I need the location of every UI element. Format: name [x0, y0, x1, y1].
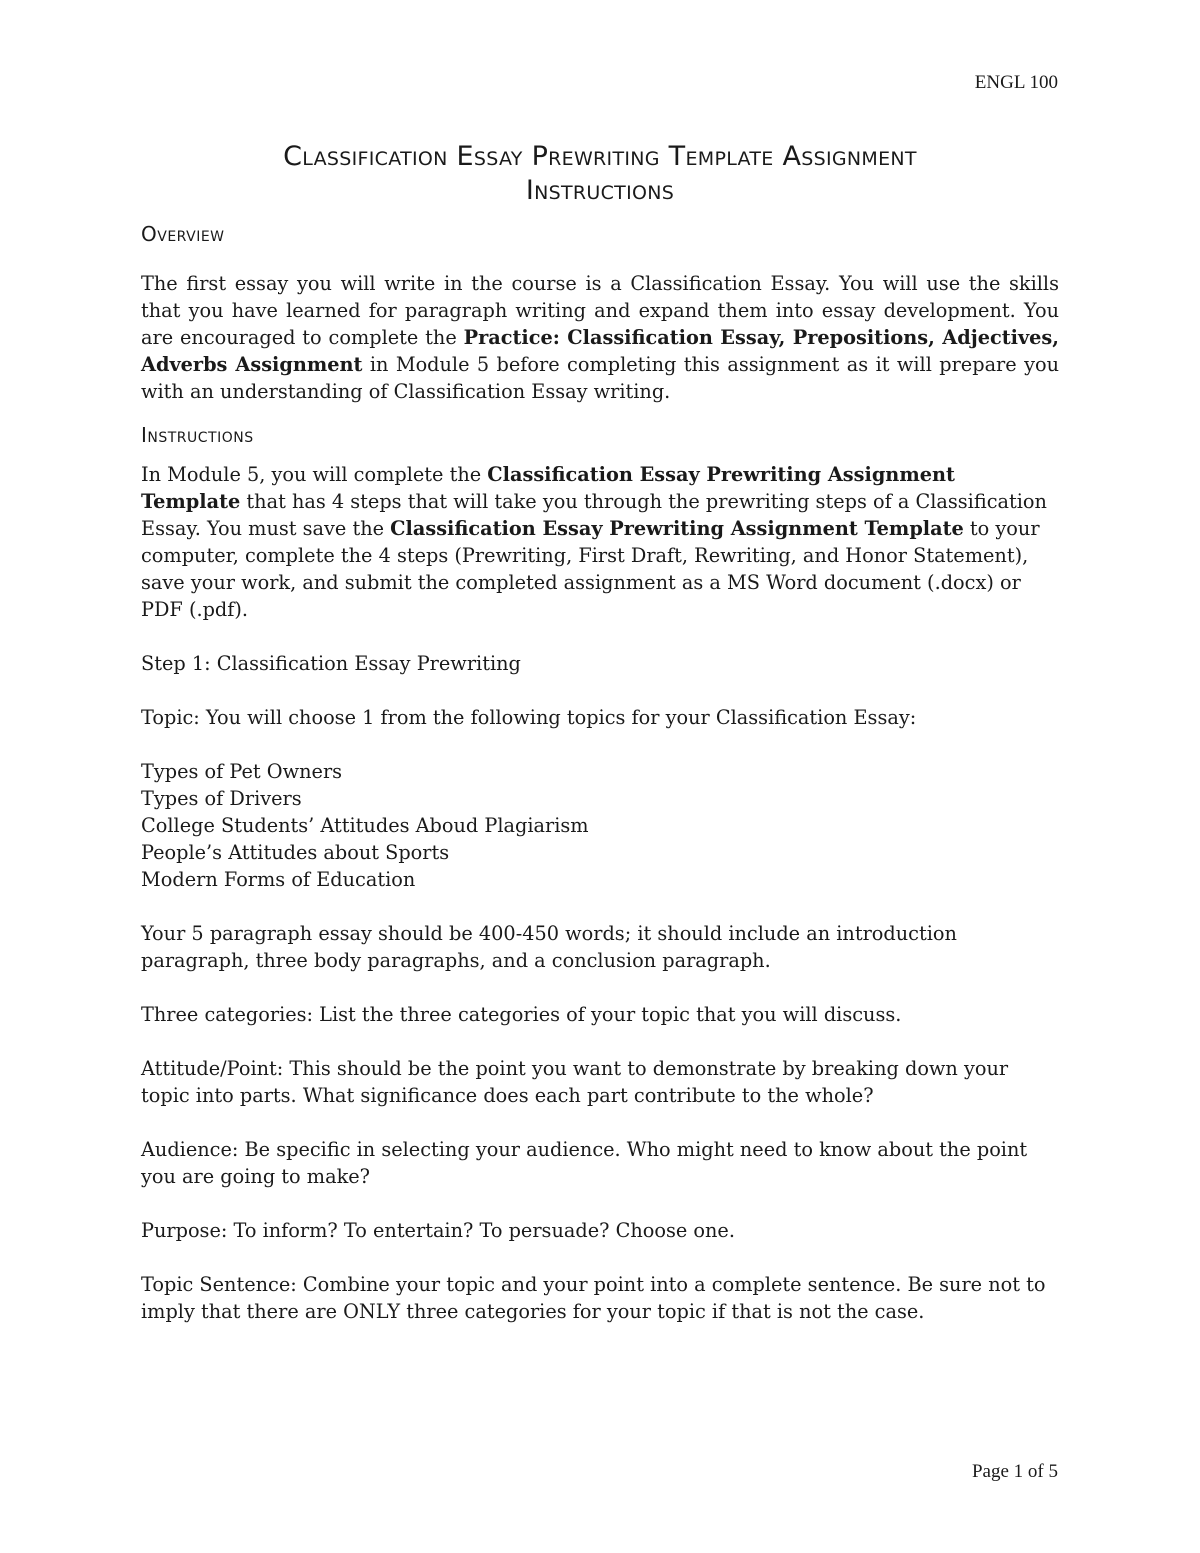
- topic-list: [141, 758, 1059, 893]
- page-number: Page 1 of 5: [971, 1461, 1058, 1482]
- step-1-label: Step 1: Classification Essay Prewriting: [141, 652, 521, 675]
- instructions-bold-template-2: Classification Essay Prewriting Assignment Template: [390, 517, 964, 540]
- instructions-bold-template-1: Classification Essay Prewriting Assignment Template: [141, 463, 955, 513]
- instructions-paragraph: [141, 461, 1059, 623]
- overview-heading: Overview: [141, 222, 225, 246]
- overview-text-1: The first essay you will write in the course is a Classification Essay. You will use the skills that you have learned for paragraph writing and expand them into essay development. You are encouraged to complete the: [141, 272, 1059, 349]
- instructions-text-3: to your computer, complete the 4 steps (Prewriting, First Draft, Rewriting, and Honor Statement), save your work, and submit the completed assignment as a MS Word document (.docx) or PDF (.pdf).: [141, 517, 1040, 621]
- document-title: [141, 140, 1059, 208]
- document-body: [141, 140, 1059, 1325]
- essay-length-paragraph: Your 5 paragraph essay should be 400-450 words; it should include an introduction paragraph, three body paragraphs, and a conclusion paragraph.: [141, 922, 957, 972]
- overview-paragraph: [141, 270, 1059, 405]
- title-line-1: Classification Essay Prewriting Template Assignment: [283, 141, 917, 172]
- title-line-2: Instructions: [525, 175, 675, 206]
- overview-bold-assignment: Practice: Classification Essay, Prepositions, Adjectives, Adverbs Assignment: [141, 326, 1059, 376]
- topic-intro: Topic: You will choose 1 from the following topics for your Classification Essay:: [141, 706, 917, 729]
- overview-text-2: in Module 5 before completing this assignment as it will prepare you with an understanding of Classification Essay writing.: [141, 353, 1059, 403]
- instructions-text-2: that has 4 steps that will take you through the prewriting steps of a Classification Essay. You must save the: [141, 490, 1047, 540]
- three-categories-paragraph: Three categories: List the three categories of your topic that you will discuss.: [141, 1003, 902, 1026]
- topic-item: Types of Pet Owners: [141, 760, 343, 783]
- course-code: ENGL 100: [974, 72, 1058, 93]
- topic-item: Modern Forms of Education: [141, 868, 416, 891]
- topic-item: Types of Drivers: [141, 787, 302, 810]
- purpose-paragraph: Purpose: To inform? To entertain? To persuade? Choose one.: [141, 1219, 735, 1242]
- audience-paragraph: Audience: Be specific in selecting your audience. Who might need to know about the point you are going to make?: [141, 1138, 1028, 1188]
- instructions-text-1: In Module 5, you will complete the: [141, 463, 488, 486]
- topic-item: College Students’ Attitudes Aboud Plagiarism: [141, 814, 589, 837]
- topic-item: People’s Attitudes about Sports: [141, 841, 450, 864]
- topic-sentence-paragraph: Topic Sentence: Combine your topic and your point into a complete sentence. Be sure not to imply that there are ONLY three categories for your topic if that is not the case.: [141, 1273, 1046, 1323]
- attitude-point-paragraph: Attitude/Point: This should be the point you want to demonstrate by breaking down your topic into parts. What significance does each part contribute to the whole?: [141, 1057, 1009, 1107]
- instructions-heading: Instructions: [141, 423, 254, 447]
